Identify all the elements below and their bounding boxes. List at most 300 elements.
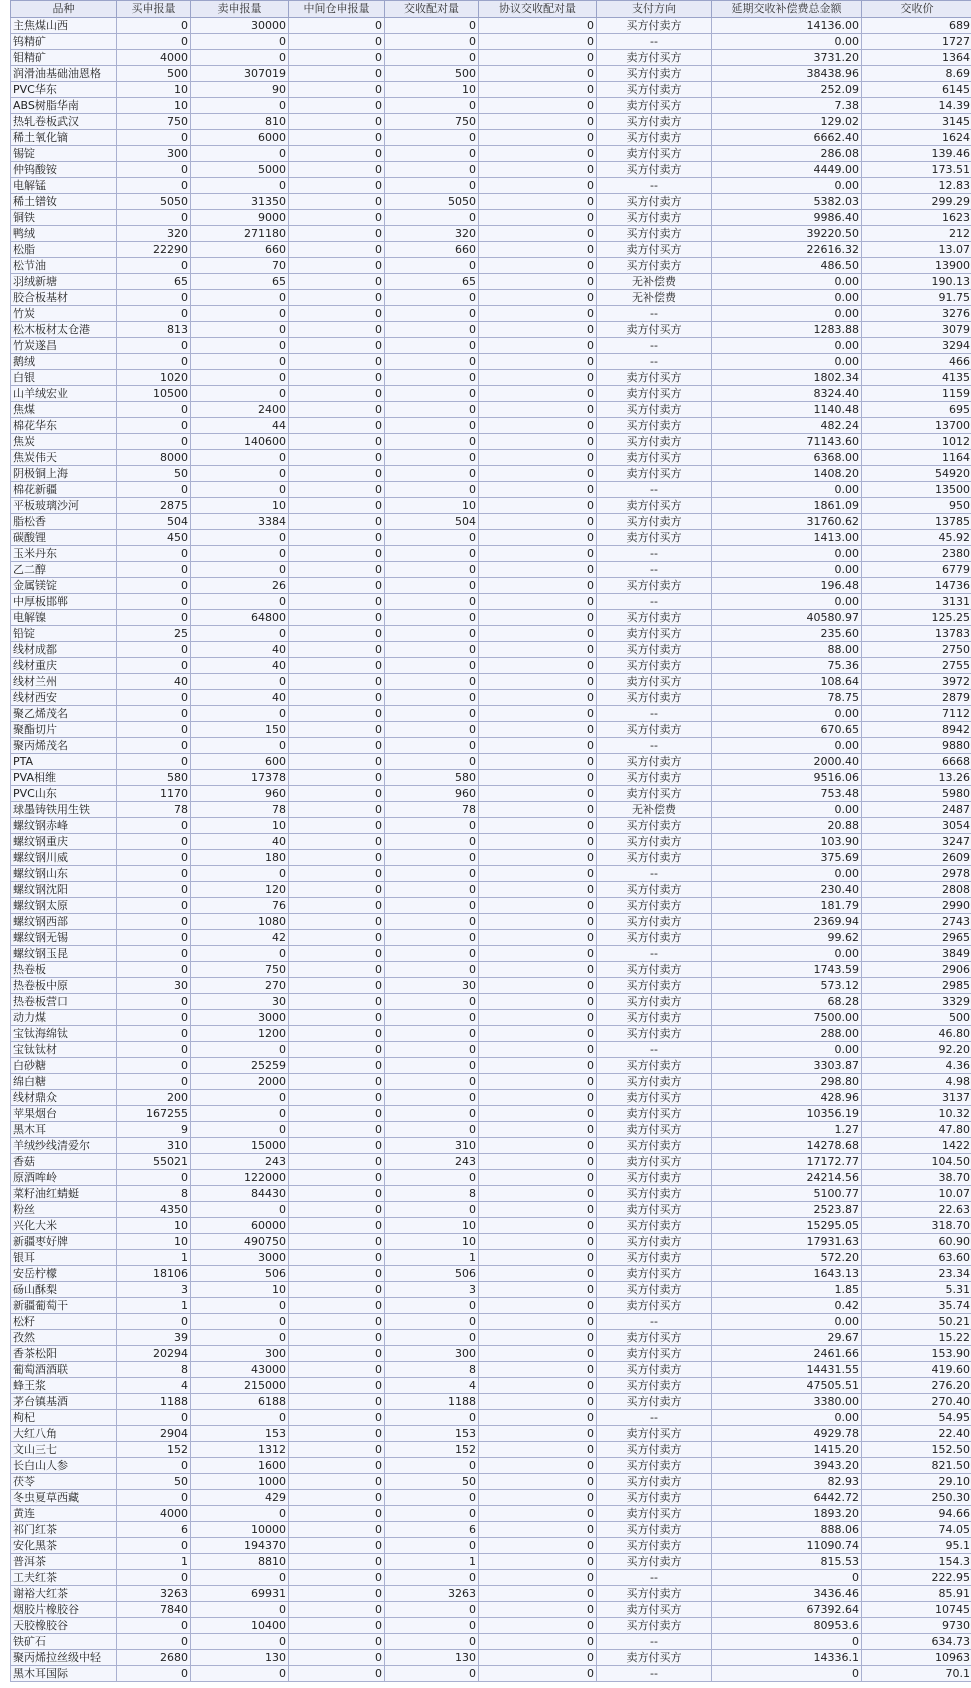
payment-direction-cell: 买方付卖方 [597, 1138, 712, 1154]
buy-declared-cell: 0 [117, 706, 191, 722]
table-row [11, 882, 971, 898]
intermediate-declared-cell: 0 [289, 786, 385, 802]
intermediate-declared-cell: 0 [289, 130, 385, 146]
buy-declared-cell: 1 [117, 1250, 191, 1266]
sell-declared-cell: 0 [191, 674, 289, 690]
delivery-price-cell: 173.51 [862, 162, 971, 178]
compensation-total-cell: 22616.32 [712, 242, 862, 258]
agreement-matched-cell: 0 [479, 786, 597, 802]
buy-declared-cell: 0 [117, 178, 191, 194]
buy-declared-cell: 0 [117, 306, 191, 322]
buy-declared-cell: 0 [117, 818, 191, 834]
buy-declared-cell: 25 [117, 626, 191, 642]
sell-declared-cell: 69931 [191, 1586, 289, 1602]
product-cell: 茯苓 [11, 1474, 117, 1490]
matched-cell: 0 [385, 1314, 479, 1330]
intermediate-declared-cell: 0 [289, 946, 385, 962]
agreement-matched-cell: 0 [479, 818, 597, 834]
table-row [11, 546, 971, 562]
sell-declared-cell: 194370 [191, 1538, 289, 1554]
product-cell: 焦炭伟天 [11, 450, 117, 466]
sell-declared-cell: 180 [191, 850, 289, 866]
delivery-price-cell: 4.98 [862, 1074, 971, 1090]
payment-direction-cell: 卖方付买方 [597, 1266, 712, 1282]
product-cell: 棉花新疆 [11, 482, 117, 498]
product-cell: 螺纹钢山东 [11, 866, 117, 882]
compensation-total-cell: 5100.77 [712, 1186, 862, 1202]
delivery-price-cell: 60.90 [862, 1234, 971, 1250]
agreement-matched-cell: 0 [479, 386, 597, 402]
table-row [11, 1330, 971, 1346]
table-row [11, 1202, 971, 1218]
matched-cell: 0 [385, 1074, 479, 1090]
payment-direction-cell: 卖方付买方 [597, 1506, 712, 1522]
matched-cell: 0 [385, 1410, 479, 1426]
intermediate-declared-cell: 0 [289, 98, 385, 114]
sell-declared-cell: 0 [191, 450, 289, 466]
compensation-total-cell: 10356.19 [712, 1106, 862, 1122]
agreement-matched-cell: 0 [479, 1058, 597, 1074]
buy-declared-cell: 10 [117, 1218, 191, 1234]
buy-declared-cell: 4 [117, 1378, 191, 1394]
payment-direction-cell: 卖方付买方 [597, 1106, 712, 1122]
delivery-price-cell: 10.32 [862, 1106, 971, 1122]
agreement-matched-cell: 0 [479, 1106, 597, 1122]
matched-cell: 320 [385, 226, 479, 242]
intermediate-declared-cell: 0 [289, 1202, 385, 1218]
compensation-total-cell: 0.00 [712, 306, 862, 322]
product-cell: 线材重庆 [11, 658, 117, 674]
matched-cell: 50 [385, 1474, 479, 1490]
payment-direction-cell: 卖方付买方 [597, 98, 712, 114]
buy-declared-cell: 1020 [117, 370, 191, 386]
intermediate-declared-cell: 0 [289, 354, 385, 370]
table-row [11, 178, 971, 194]
payment-direction-cell: 买方付卖方 [597, 162, 712, 178]
agreement-matched-cell: 0 [479, 1554, 597, 1570]
buy-declared-cell: 0 [117, 610, 191, 626]
matched-cell: 580 [385, 770, 479, 786]
agreement-matched-cell: 0 [479, 914, 597, 930]
buy-declared-cell: 8000 [117, 450, 191, 466]
buy-declared-cell: 813 [117, 322, 191, 338]
table-row [11, 274, 971, 290]
intermediate-declared-cell: 0 [289, 706, 385, 722]
buy-declared-cell: 2680 [117, 1650, 191, 1666]
matched-cell: 0 [385, 258, 479, 274]
agreement-matched-cell: 0 [479, 850, 597, 866]
table-row [11, 642, 971, 658]
product-cell: 安岳柠檬 [11, 1266, 117, 1282]
compensation-total-cell: 40580.97 [712, 610, 862, 626]
delivery-price-cell: 13.07 [862, 242, 971, 258]
matched-cell: 0 [385, 466, 479, 482]
buy-declared-cell: 504 [117, 514, 191, 530]
matched-cell: 0 [385, 1106, 479, 1122]
sell-declared-cell: 0 [191, 626, 289, 642]
delivery-price-cell: 1422 [862, 1138, 971, 1154]
buy-declared-cell: 1 [117, 1554, 191, 1570]
payment-direction-cell: 买方付卖方 [597, 962, 712, 978]
product-cell: 主焦煤山西 [11, 18, 117, 34]
table-row [11, 242, 971, 258]
buy-declared-cell: 10500 [117, 386, 191, 402]
buy-declared-cell: 0 [117, 210, 191, 226]
payment-direction-cell: 买方付卖方 [597, 1026, 712, 1042]
matched-cell: 0 [385, 850, 479, 866]
product-cell: 蜂王浆 [11, 1378, 117, 1394]
delivery-price-cell: 10.07 [862, 1186, 971, 1202]
delivery-price-cell: 2380 [862, 546, 971, 562]
product-cell: 兴化大米 [11, 1218, 117, 1234]
table-row [11, 146, 971, 162]
product-cell: 电解镍 [11, 610, 117, 626]
delivery-price-cell: 13500 [862, 482, 971, 498]
compensation-total-cell: 1743.59 [712, 962, 862, 978]
sell-declared-cell: 0 [191, 386, 289, 402]
table-row [11, 194, 971, 210]
agreement-matched-cell: 0 [479, 706, 597, 722]
compensation-total-cell: 0.00 [712, 866, 862, 882]
compensation-total-cell: 3380.00 [712, 1394, 862, 1410]
matched-cell: 0 [385, 98, 479, 114]
delivery-price-cell: 13785 [862, 514, 971, 530]
payment-direction-cell: 买方付卖方 [597, 722, 712, 738]
sell-declared-cell: 0 [191, 34, 289, 50]
matched-cell: 0 [385, 818, 479, 834]
agreement-matched-cell: 0 [479, 1362, 597, 1378]
matched-cell: 30 [385, 978, 479, 994]
intermediate-declared-cell: 0 [289, 1282, 385, 1298]
matched-cell: 65 [385, 274, 479, 290]
matched-cell: 3 [385, 1282, 479, 1298]
agreement-matched-cell: 0 [479, 162, 597, 178]
buy-declared-cell: 0 [117, 914, 191, 930]
agreement-matched-cell: 0 [479, 1618, 597, 1634]
intermediate-declared-cell: 0 [289, 1298, 385, 1314]
table-row [11, 1010, 971, 1026]
col-header-compensation-total: 延期交收补偿费总金额 [712, 1, 862, 18]
intermediate-declared-cell: 0 [289, 722, 385, 738]
matched-cell: 0 [385, 834, 479, 850]
sell-declared-cell: 0 [191, 1410, 289, 1426]
payment-direction-cell: 买方付卖方 [597, 1186, 712, 1202]
product-cell: 螺纹钢太原 [11, 898, 117, 914]
table-row [11, 1314, 971, 1330]
payment-direction-cell: 买方付卖方 [597, 514, 712, 530]
matched-cell: 0 [385, 402, 479, 418]
intermediate-declared-cell: 0 [289, 1666, 385, 1682]
col-header-intermediate-declared: 中间仓申报量 [289, 1, 385, 18]
intermediate-declared-cell: 0 [289, 386, 385, 402]
agreement-matched-cell: 0 [479, 1442, 597, 1458]
compensation-total-cell: 196.48 [712, 578, 862, 594]
delivery-price-cell: 152.50 [862, 1442, 971, 1458]
intermediate-declared-cell: 0 [289, 850, 385, 866]
intermediate-declared-cell: 0 [289, 418, 385, 434]
intermediate-declared-cell: 0 [289, 658, 385, 674]
buy-declared-cell: 40 [117, 674, 191, 690]
table-row [11, 418, 971, 434]
payment-direction-cell: 卖方付买方 [597, 1122, 712, 1138]
table-row [11, 930, 971, 946]
table-row [11, 514, 971, 530]
payment-direction-cell: 买方付卖方 [597, 642, 712, 658]
payment-direction-cell: 买方付卖方 [597, 226, 712, 242]
sell-declared-cell: 30 [191, 994, 289, 1010]
intermediate-declared-cell: 0 [289, 322, 385, 338]
compensation-total-cell: 0.42 [712, 1298, 862, 1314]
agreement-matched-cell: 0 [479, 1282, 597, 1298]
product-cell: PVC华东 [11, 82, 117, 98]
matched-cell: 0 [385, 722, 479, 738]
product-cell: 葡萄酒酒联 [11, 1362, 117, 1378]
payment-direction-cell: 买方付卖方 [597, 994, 712, 1010]
agreement-matched-cell: 0 [479, 82, 597, 98]
compensation-total-cell: 88.00 [712, 642, 862, 658]
table-row [11, 1506, 971, 1522]
agreement-matched-cell: 0 [479, 1154, 597, 1170]
payment-direction-cell: 买方付卖方 [597, 1234, 712, 1250]
payment-direction-cell: -- [597, 706, 712, 722]
agreement-matched-cell: 0 [479, 658, 597, 674]
agreement-matched-cell: 0 [479, 274, 597, 290]
table-row [11, 754, 971, 770]
payment-direction-cell: -- [597, 354, 712, 370]
table-row [11, 738, 971, 754]
product-cell: 茅台镇基酒 [11, 1394, 117, 1410]
compensation-total-cell: 0.00 [712, 178, 862, 194]
product-cell: 竹炭 [11, 306, 117, 322]
product-cell: 宝钛海绵钛 [11, 1026, 117, 1042]
intermediate-declared-cell: 0 [289, 546, 385, 562]
delivery-table-container [10, 0, 971, 1682]
delivery-price-cell: 695 [862, 402, 971, 418]
delivery-price-cell: 14.39 [862, 98, 971, 114]
sell-declared-cell: 0 [191, 706, 289, 722]
delivery-price-cell: 212 [862, 226, 971, 242]
sell-declared-cell: 0 [191, 1090, 289, 1106]
agreement-matched-cell: 0 [479, 1234, 597, 1250]
table-row [11, 338, 971, 354]
sell-declared-cell: 60000 [191, 1218, 289, 1234]
table-row [11, 866, 971, 882]
agreement-matched-cell: 0 [479, 754, 597, 770]
sell-declared-cell: 0 [191, 1666, 289, 1682]
compensation-total-cell: 2000.40 [712, 754, 862, 770]
intermediate-declared-cell: 0 [289, 770, 385, 786]
agreement-matched-cell: 0 [479, 306, 597, 322]
delivery-price-cell: 50.21 [862, 1314, 971, 1330]
matched-cell: 0 [385, 1602, 479, 1618]
intermediate-declared-cell: 0 [289, 930, 385, 946]
sell-declared-cell: 2000 [191, 1074, 289, 1090]
payment-direction-cell: 买方付卖方 [597, 1458, 712, 1474]
col-header-payment-direction: 支付方向 [597, 1, 712, 18]
agreement-matched-cell: 0 [479, 978, 597, 994]
table-row [11, 1426, 971, 1442]
buy-declared-cell: 0 [117, 1042, 191, 1058]
buy-declared-cell: 0 [117, 642, 191, 658]
product-cell: 粉丝 [11, 1202, 117, 1218]
table-row [11, 1298, 971, 1314]
table-row [11, 1106, 971, 1122]
sell-declared-cell: 0 [191, 1330, 289, 1346]
payment-direction-cell: 买方付卖方 [597, 930, 712, 946]
payment-direction-cell: 买方付卖方 [597, 82, 712, 98]
table-row [11, 530, 971, 546]
sell-declared-cell: 2400 [191, 402, 289, 418]
payment-direction-cell: 卖方付买方 [597, 530, 712, 546]
buy-declared-cell: 50 [117, 1474, 191, 1490]
payment-direction-cell: 买方付卖方 [597, 194, 712, 210]
payment-direction-cell: 买方付卖方 [597, 978, 712, 994]
buy-declared-cell: 7840 [117, 1602, 191, 1618]
product-cell: 宝钛钛材 [11, 1042, 117, 1058]
delivery-price-cell: 250.30 [862, 1490, 971, 1506]
table-row [11, 114, 971, 130]
sell-declared-cell: 3000 [191, 1250, 289, 1266]
intermediate-declared-cell: 0 [289, 1346, 385, 1362]
agreement-matched-cell: 0 [479, 610, 597, 626]
sell-declared-cell: 120 [191, 882, 289, 898]
table-row [11, 626, 971, 642]
agreement-matched-cell: 0 [479, 258, 597, 274]
compensation-total-cell: 252.09 [712, 82, 862, 98]
sell-declared-cell: 0 [191, 546, 289, 562]
compensation-total-cell: 5382.03 [712, 194, 862, 210]
compensation-total-cell: 0.00 [712, 562, 862, 578]
intermediate-declared-cell: 0 [289, 834, 385, 850]
agreement-matched-cell: 0 [479, 1650, 597, 1666]
table-row [11, 946, 971, 962]
table-row [11, 1442, 971, 1458]
buy-declared-cell: 0 [117, 946, 191, 962]
table-row [11, 690, 971, 706]
agreement-matched-cell: 0 [479, 194, 597, 210]
product-cell: 砀山酥梨 [11, 1282, 117, 1298]
buy-declared-cell: 50 [117, 466, 191, 482]
agreement-matched-cell: 0 [479, 226, 597, 242]
compensation-total-cell: 670.65 [712, 722, 862, 738]
sell-declared-cell: 8810 [191, 1554, 289, 1570]
table-row [11, 594, 971, 610]
table-row [11, 1522, 971, 1538]
sell-declared-cell: 810 [191, 114, 289, 130]
matched-cell: 10 [385, 1218, 479, 1234]
sell-declared-cell: 0 [191, 1202, 289, 1218]
compensation-total-cell: 486.50 [712, 258, 862, 274]
payment-direction-cell: 卖方付买方 [597, 1298, 712, 1314]
delivery-price-cell: 3145 [862, 114, 971, 130]
delivery-price-cell: 3972 [862, 674, 971, 690]
intermediate-declared-cell: 0 [289, 1362, 385, 1378]
buy-declared-cell: 0 [117, 754, 191, 770]
payment-direction-cell: 买方付卖方 [597, 1618, 712, 1634]
payment-direction-cell: 买方付卖方 [597, 1394, 712, 1410]
payment-direction-cell: 买方付卖方 [597, 1010, 712, 1026]
matched-cell: 10 [385, 498, 479, 514]
matched-cell: 0 [385, 882, 479, 898]
buy-declared-cell: 0 [117, 338, 191, 354]
sell-declared-cell: 660 [191, 242, 289, 258]
matched-cell: 0 [385, 674, 479, 690]
compensation-total-cell: 6662.40 [712, 130, 862, 146]
table-row [11, 290, 971, 306]
compensation-total-cell: 82.93 [712, 1474, 862, 1490]
intermediate-declared-cell: 0 [289, 914, 385, 930]
table-row [11, 914, 971, 930]
payment-direction-cell: 买方付卖方 [597, 690, 712, 706]
sell-declared-cell: 3384 [191, 514, 289, 530]
intermediate-declared-cell: 0 [289, 1010, 385, 1026]
table-row [11, 18, 971, 34]
matched-cell: 0 [385, 642, 479, 658]
matched-cell: 0 [385, 610, 479, 626]
buy-declared-cell: 0 [117, 1074, 191, 1090]
sell-declared-cell: 0 [191, 178, 289, 194]
delivery-price-cell: 95.1 [862, 1538, 971, 1554]
table-row [11, 258, 971, 274]
matched-cell: 1 [385, 1250, 479, 1266]
buy-declared-cell: 0 [117, 850, 191, 866]
product-cell: 香菇 [11, 1154, 117, 1170]
payment-direction-cell: 买方付卖方 [597, 754, 712, 770]
sell-declared-cell: 0 [191, 562, 289, 578]
product-cell: 线材兰州 [11, 674, 117, 690]
intermediate-declared-cell: 0 [289, 962, 385, 978]
product-cell: 羽绒新塘 [11, 274, 117, 290]
intermediate-declared-cell: 0 [289, 1586, 385, 1602]
compensation-total-cell: 1283.88 [712, 322, 862, 338]
payment-direction-cell: 卖方付买方 [597, 450, 712, 466]
compensation-total-cell: 38438.96 [712, 66, 862, 82]
delivery-price-cell: 190.13 [862, 274, 971, 290]
intermediate-declared-cell: 0 [289, 194, 385, 210]
intermediate-declared-cell: 0 [289, 1186, 385, 1202]
agreement-matched-cell: 0 [479, 1042, 597, 1058]
product-cell: 稀土镨钕 [11, 194, 117, 210]
matched-cell: 0 [385, 1538, 479, 1554]
intermediate-declared-cell: 0 [289, 178, 385, 194]
payment-direction-cell: 买方付卖方 [597, 1362, 712, 1378]
compensation-total-cell: 20.88 [712, 818, 862, 834]
compensation-total-cell: 375.69 [712, 850, 862, 866]
sell-declared-cell: 43000 [191, 1362, 289, 1378]
compensation-total-cell: 298.80 [712, 1074, 862, 1090]
product-cell: 银耳 [11, 1250, 117, 1266]
sell-declared-cell: 0 [191, 146, 289, 162]
delivery-price-cell: 63.60 [862, 1250, 971, 1266]
intermediate-declared-cell: 0 [289, 1394, 385, 1410]
matched-cell: 0 [385, 178, 479, 194]
delivery-price-cell: 104.50 [862, 1154, 971, 1170]
intermediate-declared-cell: 0 [289, 162, 385, 178]
table-row [11, 1650, 971, 1666]
buy-declared-cell: 0 [117, 1538, 191, 1554]
intermediate-declared-cell: 0 [289, 434, 385, 450]
delivery-price-cell: 92.20 [862, 1042, 971, 1058]
compensation-total-cell: 78.75 [712, 690, 862, 706]
agreement-matched-cell: 0 [479, 146, 597, 162]
payment-direction-cell: 卖方付买方 [597, 50, 712, 66]
buy-declared-cell: 5050 [117, 194, 191, 210]
payment-direction-cell: -- [597, 338, 712, 354]
sell-declared-cell: 0 [191, 466, 289, 482]
sell-declared-cell: 0 [191, 1506, 289, 1522]
sell-declared-cell: 0 [191, 50, 289, 66]
product-cell: 祁门红茶 [11, 1522, 117, 1538]
